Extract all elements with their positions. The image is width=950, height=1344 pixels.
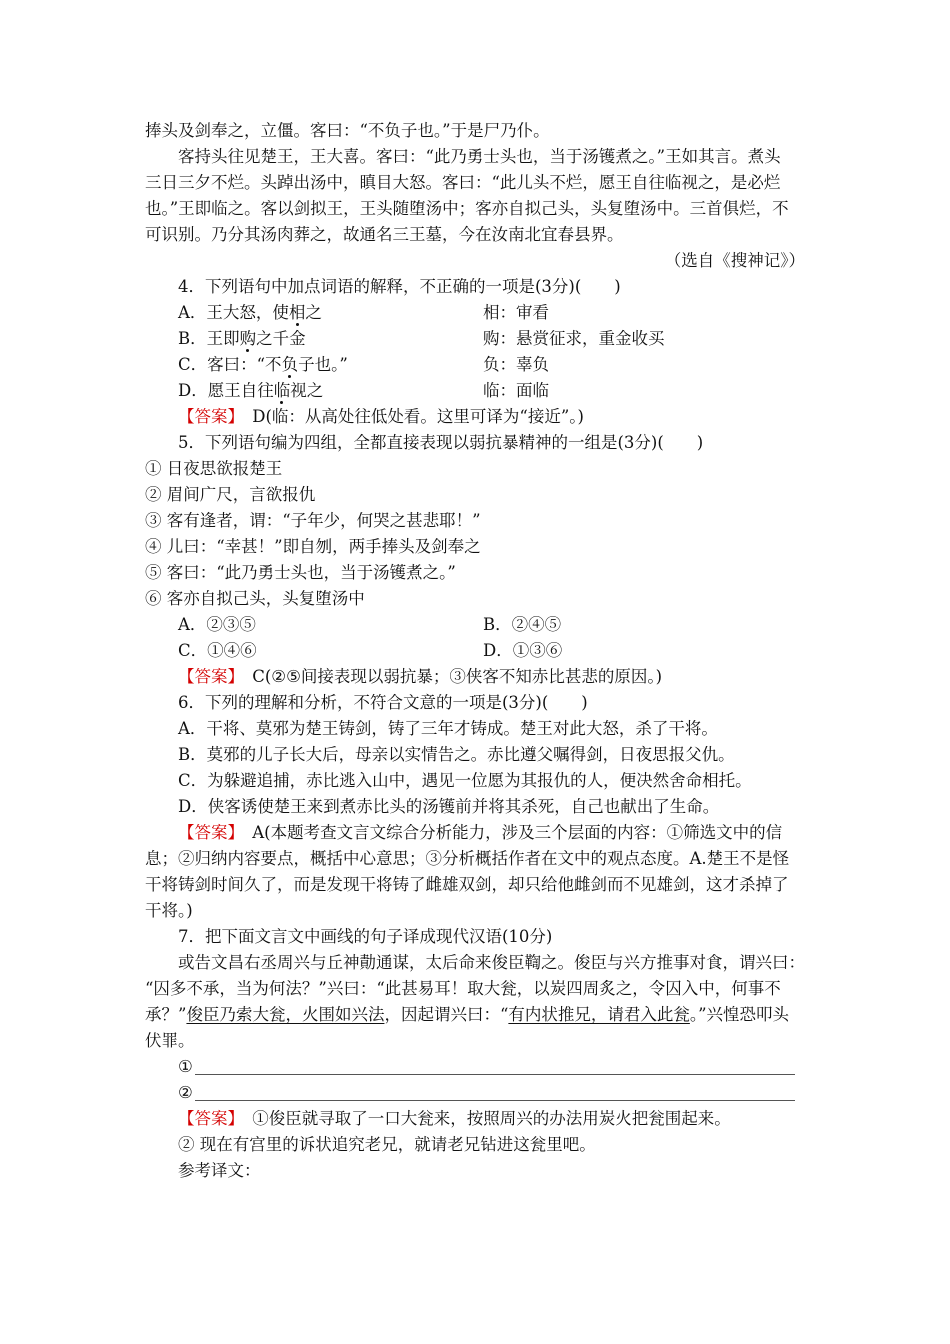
q5-item: ① 日夜思欲报楚王 (145, 459, 283, 478)
q6-answer-line: 干将。) (145, 901, 193, 920)
q7-answer: 【答案】 ①俊臣就寻取了一口大瓮来，按照周兴的办法用炭火把瓮围起来。 (178, 1109, 731, 1128)
q7-passage-line: 伏罪。 (145, 1031, 195, 1050)
q4-answer: 【答案】 D(临：从高处往低处看。这里可译为“接近”。) (178, 407, 584, 426)
q7-stem: 7．把下面文言文中画线的句子译成现代汉语(10分) (178, 927, 553, 946)
q4-option-b: B．王即购之千金 购：悬赏征求，重金收买 (178, 329, 665, 348)
q4-option-c: C．客曰：“不负子也。” 负：辜负 (178, 355, 549, 374)
q4-stem: 4．下列语句中加点词语的解释，不正确的一项是(3分)( ) (178, 277, 621, 296)
reference-translation-label: 参考译文： (178, 1161, 261, 1180)
q6-option-d: D．侠客诱使楚王来到煮赤比头的汤镬前并将其杀死，自己也献出了生命。 (178, 797, 720, 816)
q6-option-c: C．为躲避追捕，赤比逃入山中，遇见一位愿为其报仇的人，便决然舍命相托。 (178, 771, 752, 790)
underlined-sentence-1: 俊臣乃索大瓮，火围如兴法 (186, 1005, 385, 1024)
q5-stem: 5．下列语句编为四组，全都直接表现以弱抗暴精神的一组是(3分)( ) (178, 433, 704, 452)
q4-option-a: A．王大怒，使相之 相：审看 (178, 303, 549, 322)
answer-tag: 【答案】 (178, 407, 236, 426)
q5-options-cd: C．①④⑥ D．①③⑥ (178, 641, 563, 660)
q7-passage-line: 或告文昌右丞周兴与丘神勣通谋，太后命来俊臣鞫之。俊臣与兴方推事对食，谓兴曰： (178, 953, 805, 972)
q5-item: ⑤ 客曰：“此乃勇士头也，当于汤镬煮之。” (145, 563, 456, 582)
q7-blank-2: ② (145, 1080, 805, 1106)
q6-stem: 6．下列的理解和分析，不符合文意的一项是(3分)( ) (178, 693, 588, 712)
q6-answer: 【答案】 A(本题考查文言文综合分析能力，涉及三个层面的内容：①筛选文中的信 (178, 823, 783, 842)
answer-blank-line[interactable] (195, 1086, 795, 1101)
q7-passage-line: “囚多不承，当为何法？”兴曰：“此甚易耳！取大瓮，以炭四周炙之，令囚入中，何事不 (145, 979, 781, 998)
q5-item: ⑥ 客亦自拟己头，头复堕汤中 (145, 589, 365, 608)
story-line: 三日三夕不烂。头踔出汤中，瞋目大怒。客曰：“此儿头不烂，愿王自往临视之，是必烂 (145, 173, 781, 192)
q6-answer-line: 干将铸剑时间久了，而是发现干将铸了雌雄双剑，却只给他雌剑而不见雄剑，这才杀掉了 (145, 875, 789, 894)
q6-answer-line: 息；②归纳内容要点，概括中心意思；③分析概括作者在文中的观点态度。A.楚王不是怪 (145, 849, 790, 868)
q5-item: ③ 客有逢者，谓：“子年少，何哭之甚悲耶！” (145, 511, 481, 530)
story-line: 客持头往见楚王，王大喜。客曰：“此乃勇士头也，当于汤镬煮之。”王如其言。煮头 (178, 147, 781, 166)
story-line: 可识别。乃分其汤肉葬之，故通名三王墓，今在汝南北宜春县界。 (145, 225, 624, 244)
q5-answer: 【答案】 C(②⑤间接表现以弱抗暴；③侠客不知赤比甚悲的原因。) (178, 667, 663, 686)
answer-tag: 【答案】 (178, 1109, 236, 1128)
q7-passage-line: 承？”俊臣乃索大瓮，火围如兴法，因起谓兴曰：“有内状推兄，请君入此瓮。”兴惶恐叩头 (145, 1005, 790, 1024)
document-page (145, 118, 805, 1184)
answer-blank-line[interactable] (195, 1060, 795, 1075)
story-line: 也。”王即临之。客以剑拟王，王头随堕汤中；客亦自拟己头，头复堕汤中。三首俱烂，不 (145, 199, 789, 218)
q5-item: ④ 儿曰：“幸甚！”即自刎，两手捧头及剑奉之 (145, 537, 481, 556)
q5-item: ② 眉间广尺，言欲报仇 (145, 485, 316, 504)
q6-option-a: A．干将、莫邪为楚王铸剑，铸了三年才铸成。楚王对此大怒，杀了干将。 (178, 719, 718, 738)
q4-option-d: D．愿王自往临视之 临：面临 (178, 381, 549, 400)
answer-tag: 【答案】 (178, 823, 236, 842)
source-citation: （选自《搜神记》） (664, 251, 805, 270)
q6-option-b: B．莫邪的儿子长大后，母亲以实情告之。赤比遵父嘱得剑，日夜思报父仇。 (178, 745, 735, 764)
q7-answer-2: ② 现在有宫里的诉状追究老兄，就请老兄钻进这瓮里吧。 (178, 1135, 596, 1154)
q5-options-ab: A．②③⑤ B．②④⑤ (178, 615, 562, 634)
underlined-sentence-2: 有内状推兄，请君入此瓮 (508, 1005, 690, 1024)
story-paragraph-0: 捧头及剑奉之，立僵。客曰：“不负子也。”于是尸乃仆。 (145, 121, 550, 140)
q7-blank-1: ① (145, 1054, 805, 1080)
answer-tag: 【答案】 (178, 667, 236, 686)
